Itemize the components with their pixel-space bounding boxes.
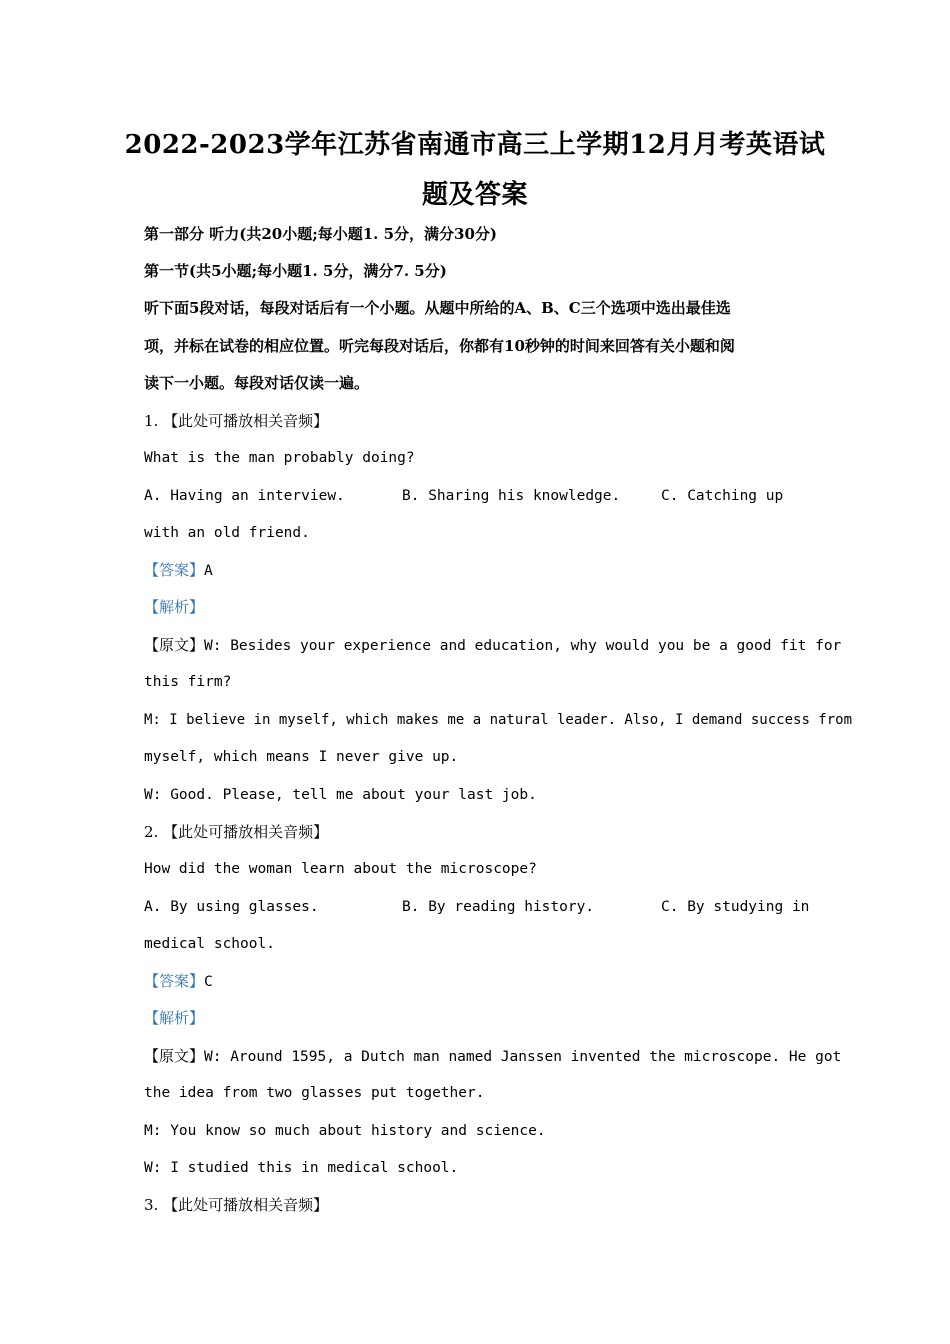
q2-analysis-label: 【解析】 xyxy=(144,1009,205,1027)
q1-question: What is the man probably doing? xyxy=(144,450,415,466)
original-label: 【原文】 xyxy=(144,636,205,654)
q1-original-line3: M: I believe in myself, which makes me a natural leader. Also, I demand success from xyxy=(144,712,853,728)
instructions-line1: 听下面5段对话，每段对话后有一个小题。从题中所给的A、B、C三个选项中选出最佳选 xyxy=(144,299,731,317)
instructions-line2: 项，并标在试卷的相应位置。听完每段对话后，你都有10秒钟的时间来回答有关小题和阅 xyxy=(144,337,735,355)
answer-label: 【答案】 xyxy=(144,972,205,990)
q1-number: 1. 【此处可播放相关音频】 xyxy=(144,412,329,430)
original-label: 【原文】 xyxy=(144,1047,205,1065)
q2-original-line3: M: You know so much about history and science. xyxy=(144,1123,546,1139)
q2-number: 2. 【此处可播放相关音频】 xyxy=(144,823,329,841)
q2-original-line4: W: I studied this in medical school. xyxy=(144,1160,459,1176)
q1-option-b: B. Sharing his knowledge. xyxy=(402,488,621,504)
part-heading: 第一部分 听力(共20小题;每小题1. 5分，满分30分) xyxy=(144,225,498,243)
q2-original-line2: the idea from two glasses put together. xyxy=(144,1085,485,1101)
doc-title-line1: 2022-2023学年江苏省南通市高三上学期12月月考英语试 xyxy=(124,130,826,160)
q2-answer xyxy=(144,971,213,992)
answer-label: 【答案】 xyxy=(144,561,205,579)
q1-option-a: A. Having an interview. xyxy=(144,488,345,504)
q2-option-a: A. By using glasses. xyxy=(144,899,319,915)
q2-answer-value: C xyxy=(204,974,213,990)
instructions-line3: 读下一小题。每段对话仅读一遍。 xyxy=(144,374,370,392)
section-heading: 第一节(共5小题;每小题1. 5分，满分7. 5分) xyxy=(144,262,447,280)
q1-original-line1 xyxy=(144,635,841,656)
q1-answer-value: A xyxy=(204,563,213,579)
q3-number: 3. 【此处可播放相关音频】 xyxy=(144,1196,329,1214)
doc-title-line2: 题及答案 xyxy=(421,180,528,210)
q2-option-c: C. By studying in xyxy=(661,899,810,915)
q1-answer xyxy=(144,560,213,581)
q1-original-line5: W: Good. Please, tell me about your last job. xyxy=(144,787,537,803)
q1-original-line4: myself, which means I never give up. xyxy=(144,749,459,765)
q2-question: How did the woman learn about the microscope? xyxy=(144,861,537,877)
q1-option-c: C. Catching up xyxy=(661,488,784,504)
q1-analysis-label: 【解析】 xyxy=(144,598,205,616)
q2-option-b: B. By reading history. xyxy=(402,899,595,915)
q1-option-c-cont: with an old friend. xyxy=(144,525,310,541)
q2-original-line1 xyxy=(144,1046,841,1067)
q2-original-text: W: Around 1595, a Dutch man named Janssen invented the microscope. He got xyxy=(204,1049,842,1065)
q2-option-c-cont: medical school. xyxy=(144,936,275,952)
q1-original-text: W: Besides your experience and education, why would you be a good fit for xyxy=(204,638,842,654)
q1-original-line2: this firm? xyxy=(144,674,232,690)
